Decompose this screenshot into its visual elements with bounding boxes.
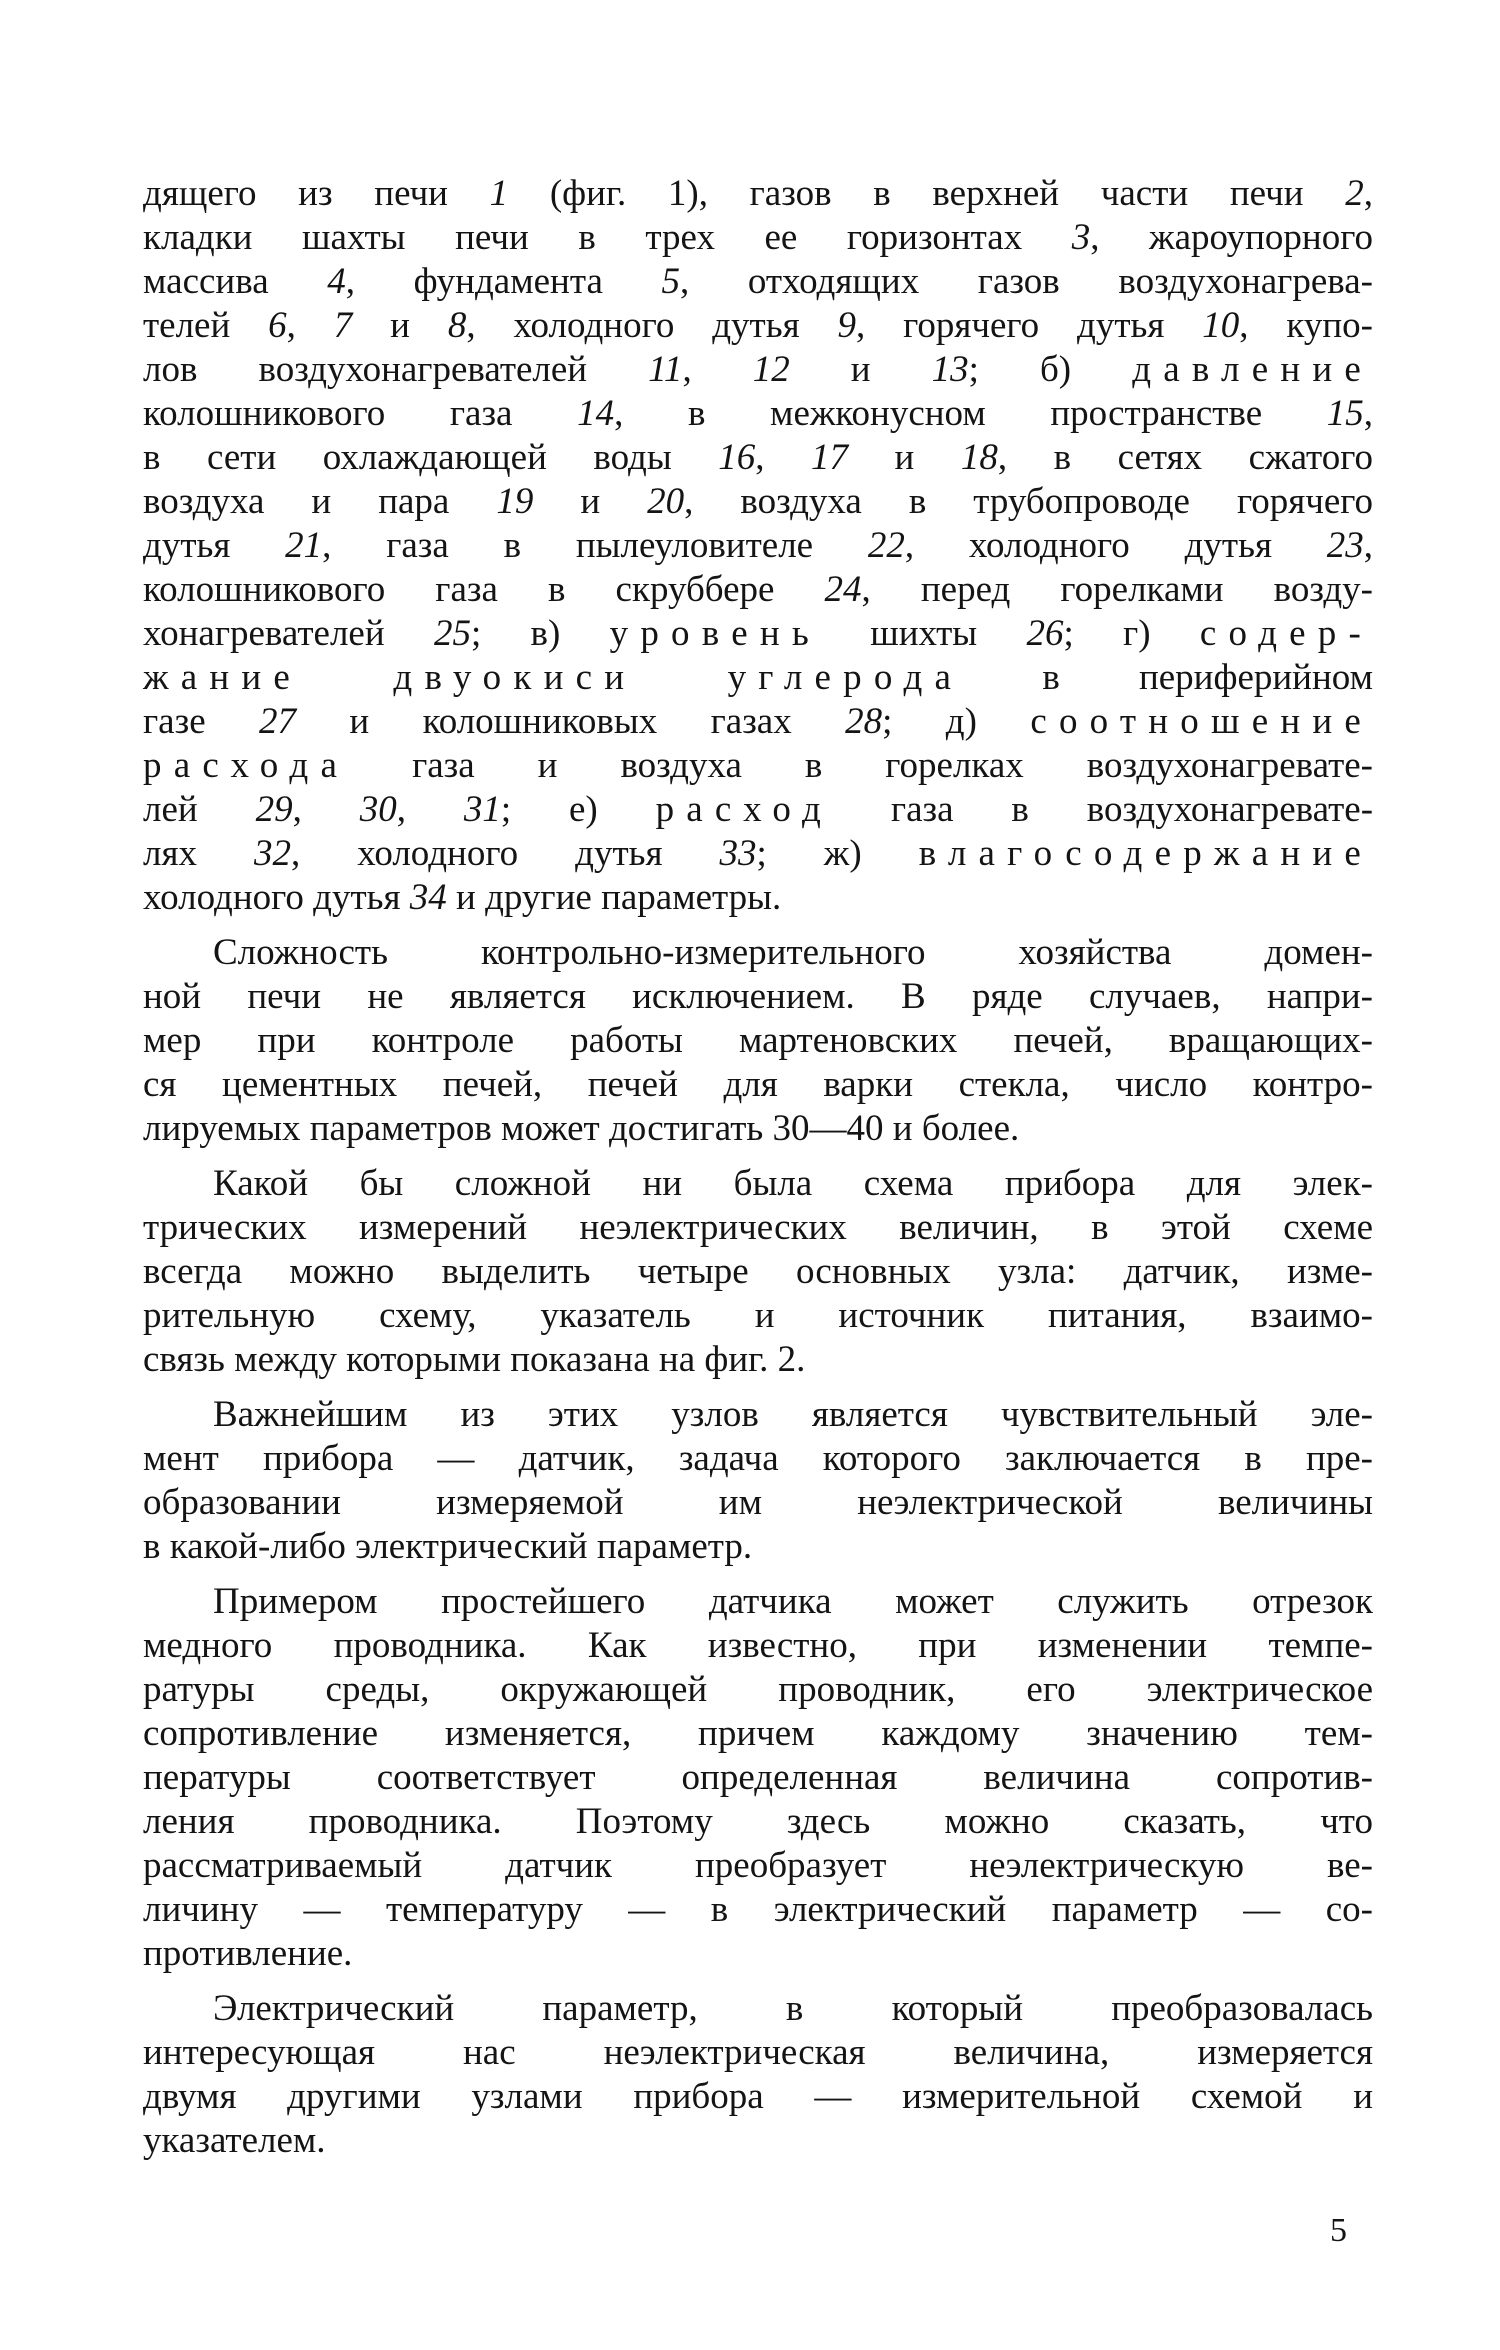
figure-reference: 34 [409, 877, 447, 918]
text-run: телей [143, 305, 269, 346]
text-run: , [396, 789, 464, 830]
text-line [143, 1294, 1373, 1338]
text-run: рительную схему, указатель и источник питания, взаимо- [143, 1295, 1373, 1336]
text-line [143, 612, 1373, 656]
figure-reference: 20 [647, 481, 685, 522]
text-run: газе [143, 701, 260, 742]
figure-reference: 29 [255, 789, 293, 830]
text-run: , перед горелками возду- [861, 569, 1373, 610]
figure-reference: 1 [489, 173, 509, 214]
text-run: колошникового газа в скруббере [143, 569, 825, 610]
text-run: ; д) [882, 701, 1031, 742]
figure-reference: 23 [1326, 525, 1364, 566]
text-run: шихты [820, 613, 1027, 654]
figure-reference: 22 [867, 525, 905, 566]
text-line [143, 1162, 1373, 1206]
text-line [143, 1437, 1373, 1481]
text-run: рассматриваемый датчик преобразует неэлектрическую ве- [143, 1845, 1373, 1886]
text-line [143, 304, 1373, 348]
figure-reference: 19 [496, 481, 534, 522]
text-line [143, 480, 1373, 524]
text-run: , купо- [1239, 305, 1373, 346]
text-run: дящего из печи [143, 173, 490, 214]
text-line [143, 744, 1373, 788]
text-run: ; ж) [756, 833, 919, 874]
text-run: , жароупорного [1090, 217, 1373, 258]
figure-reference: 12 [752, 349, 790, 390]
text-run: в какой-либо электрический параметр. [143, 1526, 753, 1567]
figure-reference: 26 [1026, 613, 1064, 654]
text-run: ; б) [968, 349, 1133, 390]
text-run: , воздуха в трубопроводе горячего [684, 481, 1374, 522]
text-line [143, 2075, 1373, 2119]
text-line [143, 788, 1373, 832]
text-run: , [682, 349, 753, 390]
text-line [143, 1668, 1373, 1712]
text-line [143, 2119, 1373, 2163]
text-run: , [1363, 173, 1373, 214]
text-line [143, 1844, 1373, 1888]
text-run: медного проводника. Как известно, при изменении темпе- [143, 1625, 1373, 1666]
figure-reference: 30 [359, 789, 397, 830]
text-line [143, 832, 1373, 876]
text-run: газа в воздухонагревате- [833, 789, 1374, 830]
text-run: в периферийном [963, 657, 1373, 698]
text-run: , [1363, 525, 1373, 566]
figure-reference: 8 [447, 305, 467, 346]
text-line [143, 656, 1373, 700]
text-run: пературы соответствует определенная величина сопротив- [143, 1757, 1373, 1798]
text-line [143, 436, 1373, 480]
text-run: лов воздухонагревателей [143, 349, 649, 390]
text-line [143, 260, 1373, 304]
text-run: лях [143, 833, 254, 874]
text-run: и [789, 349, 932, 390]
text-run: , [1363, 393, 1373, 434]
text-run: кладки шахты печи в трех ее горизонтах [143, 217, 1072, 258]
figure-reference: 13 [931, 349, 969, 390]
text-run: колошникового газа [143, 393, 578, 434]
text-line [143, 931, 1373, 975]
figure-reference: 14 [577, 393, 615, 434]
text-run: хонагревателей [143, 613, 434, 654]
text-run: , отходящих газов воздухонагрева- [680, 261, 1373, 302]
text-run: всегда можно выделить четыре основных узла: датчик, изме- [143, 1251, 1373, 1292]
text-line [143, 2031, 1373, 2075]
text-run: и [848, 437, 961, 478]
paragraph [143, 1393, 1373, 1569]
spaced-emphasis: соотношение [1030, 701, 1373, 742]
text-run: , в межконусном пространстве [614, 393, 1327, 434]
text-run: ; г) [1063, 613, 1200, 654]
text-run: сопротивление изменяется, причем каждому значению тем- [143, 1713, 1373, 1754]
text-run: (фиг. 1), газов в верхней части печи [508, 173, 1346, 214]
figure-reference: 28 [845, 701, 883, 742]
figure-reference: 3 [1071, 217, 1091, 258]
text-run: Примером простейшего датчика может служить отрезок [213, 1581, 1373, 1622]
text-run: личину — температуру — в электрический параметр — со- [143, 1889, 1373, 1930]
paragraph [143, 1987, 1373, 2163]
text-run: ; е) [500, 789, 656, 830]
text-run: газа и воздуха в горелках воздухонагревате- [349, 745, 1373, 786]
figure-reference: 25 [433, 613, 471, 654]
figure-reference: 2 [1345, 173, 1364, 214]
text-run: , фундамента [345, 261, 662, 302]
figure-reference: 21 [285, 525, 323, 566]
text-line [143, 1932, 1373, 1976]
text-line [143, 1624, 1373, 1668]
text-run: , холодного дутья [466, 305, 838, 346]
text-run: Важнейшим из этих узлов является чувствительный эле- [213, 1394, 1373, 1435]
spaced-emphasis: влагосодержание [918, 833, 1373, 874]
text-line [143, 568, 1373, 612]
text-line [143, 1580, 1373, 1624]
spaced-emphasis: давление [1132, 349, 1374, 390]
text-run: , холодного дутья [290, 833, 720, 874]
text-line [143, 1393, 1373, 1437]
figure-reference: 31 [463, 789, 501, 830]
text-line [143, 524, 1373, 568]
spaced-emphasis: расход [655, 789, 834, 830]
figure-reference: 5 [661, 261, 680, 302]
text-run: указателем. [143, 2120, 326, 2161]
text-run: лируемых параметров может достигать 30—40 и более. [143, 1108, 1020, 1149]
text-run: Какой бы сложной ни была схема прибора для элек- [213, 1163, 1373, 1204]
text-line [143, 1756, 1373, 1800]
text-line [143, 172, 1373, 216]
figure-reference: 24 [824, 569, 862, 610]
text-run: , [755, 437, 812, 478]
text-run: трических измерений неэлектрических величин, в этой схеме [143, 1207, 1373, 1248]
figure-reference: 32 [253, 833, 291, 874]
page-number: 5 [1330, 2212, 1347, 2249]
paragraph [143, 172, 1373, 920]
figure-reference: 11 [648, 349, 683, 390]
text-run: , [292, 789, 360, 830]
text-line [143, 348, 1373, 392]
text-run: , газа в пылеуловителе [322, 525, 868, 566]
text-run: образовании измеряемой им неэлектрической величины [143, 1482, 1373, 1523]
spaced-emphasis: жание двуокиси углерода [143, 657, 964, 698]
text-run: ; в) [470, 613, 610, 654]
text-run: массива [143, 261, 328, 302]
text-run: ной печи не является исключением. В ряде случаев, напри- [143, 976, 1373, 1017]
figure-reference: 4 [327, 261, 346, 302]
text-run: интересующая нас неэлектрическая величина, измеряется [143, 2032, 1373, 2073]
figure-reference: 27 [259, 701, 297, 742]
text-run: ления проводника. Поэтому здесь можно сказать, что [143, 1801, 1373, 1842]
text-run: Электрический параметр, в который преобразовалась [213, 1988, 1373, 2029]
text-run: ратуры среды, окружающей проводник, его электрическое [143, 1669, 1373, 1710]
text-run: и [533, 481, 648, 522]
text-run: и [352, 305, 448, 346]
spaced-emphasis: расхода [143, 745, 350, 786]
figure-reference: 15 [1326, 393, 1364, 434]
text-line [143, 876, 1373, 920]
figure-reference: 18 [960, 437, 998, 478]
text-run: , холодного дутья [904, 525, 1327, 566]
text-run: противление. [143, 1933, 353, 1974]
text-line [143, 1063, 1373, 1107]
figure-reference: 10 [1202, 305, 1240, 346]
figure-reference: 9 [837, 305, 856, 346]
text-run: дутья [143, 525, 286, 566]
text-line [143, 1019, 1373, 1063]
text-line [143, 392, 1373, 436]
text-run: , [286, 305, 334, 346]
text-line [143, 1888, 1373, 1932]
figure-reference: 7 [333, 305, 353, 346]
text-line [143, 975, 1373, 1019]
text-line [143, 700, 1373, 744]
text-line [143, 1107, 1373, 1151]
text-run: в сети охлаждающей воды [143, 437, 719, 478]
figure-reference: 6 [268, 305, 287, 346]
paragraph [143, 931, 1373, 1151]
text-run: мер при контроле работы мартеновских печей, вращающих- [143, 1020, 1373, 1061]
paragraph [143, 1162, 1373, 1382]
text-line [143, 216, 1373, 260]
spaced-emphasis: уровень [609, 613, 821, 654]
text-run: двумя другими узлами прибора — измерительной схемой и [143, 2076, 1373, 2117]
page-body [143, 172, 1373, 2174]
text-line [143, 1800, 1373, 1844]
text-run: мент прибора — датчик, задача которого заключается в пре- [143, 1438, 1373, 1479]
text-line [143, 1481, 1373, 1525]
text-run: Сложность контрольно-измерительного хозяйства домен- [213, 932, 1373, 973]
paragraph [143, 1580, 1373, 1976]
figure-reference: 16 [718, 437, 756, 478]
text-run: связь между которыми показана на фиг. 2. [143, 1339, 806, 1380]
text-run: воздуха и пара [143, 481, 497, 522]
text-run: и колошниковых газах [296, 701, 846, 742]
text-line [143, 1206, 1373, 1250]
text-line [143, 1338, 1373, 1382]
figure-reference: 17 [811, 437, 849, 478]
text-line [143, 1250, 1373, 1294]
text-run: холодного дутья [143, 877, 410, 918]
text-run: , горячего дутья [855, 305, 1203, 346]
spaced-emphasis: содер- [1199, 613, 1373, 654]
text-line [143, 1525, 1373, 1569]
text-line [143, 1987, 1373, 2031]
text-run: лей [143, 789, 256, 830]
text-run: ся цементных печей, печей для варки стекла, число контро- [143, 1064, 1373, 1105]
text-line [143, 1712, 1373, 1756]
text-run: , в сетях сжатого [997, 437, 1373, 478]
figure-reference: 33 [719, 833, 757, 874]
text-run: и другие параметры. [446, 877, 782, 918]
